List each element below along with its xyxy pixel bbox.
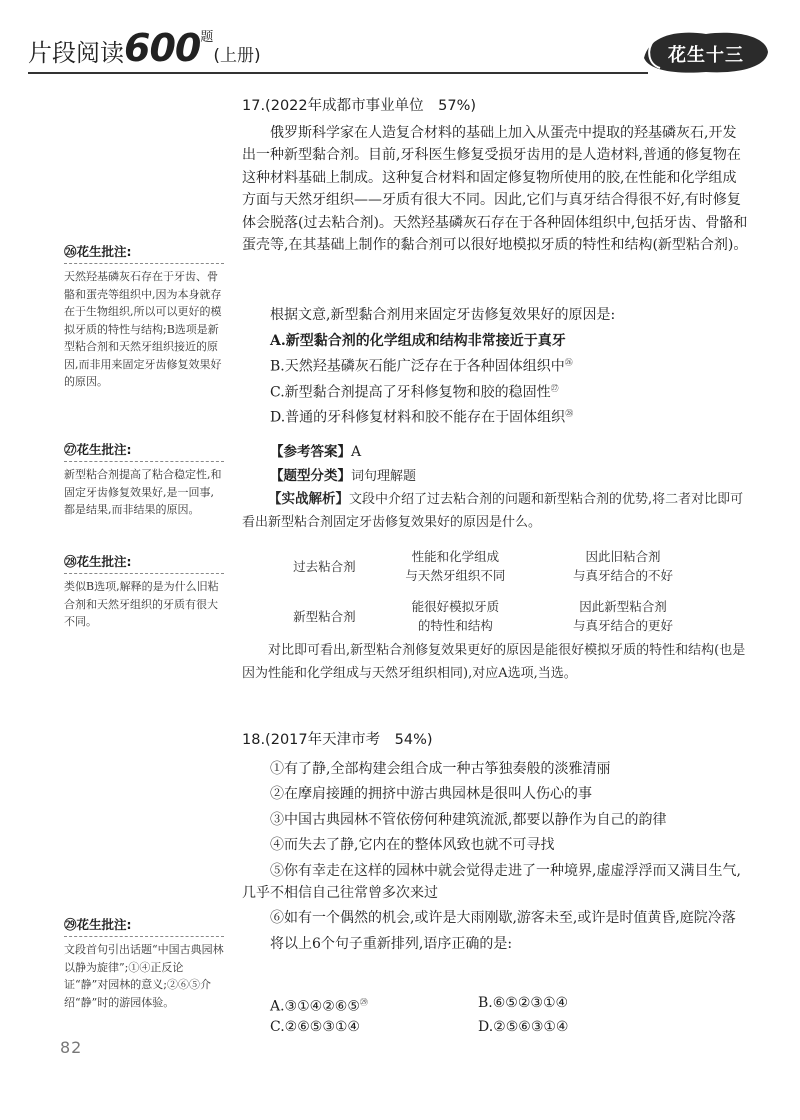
q18-heading: 18.(2017年天津市考 54%) (242, 732, 433, 748)
q18-sentences (242, 758, 748, 955)
side-note-title: ㉙花生批注: (64, 917, 132, 932)
side-note-body: 天然羟基磷灰石存在于牙齿、骨骼和蛋壳等组织中,因为本身就存在于生物组织,所以可以更好的模拟牙质的特性与结构;B选项是新型粘合剂和天然牙组织接近的原因,而非用来固定牙齿修复效果好的原因。 (64, 270, 222, 388)
compare-name: 过去粘合剂 (293, 558, 356, 574)
sentence-item: ④而失去了静,它内在的整体风致也就不可寻找 (270, 837, 555, 854)
sentence-item: ②在摩肩接踵的拥挤中游古典园林是很叫人伤心的事 (270, 786, 592, 803)
side-note-divider (64, 573, 224, 574)
compare-result (534, 544, 712, 588)
option-text: A.③①④②⑥⑤ (270, 998, 360, 1015)
q17-option-d[interactable] (270, 403, 740, 429)
q17-analysis (242, 488, 748, 534)
compare-feature-line: 能很好模拟牙质 (411, 599, 500, 614)
note-ref-mark: ㉙ (359, 998, 368, 1007)
sentence-item: ⑥如有一个偶然的机会,或许是大雨刚歇,游客未至,或许是时值黄昏,庭院冷落 (270, 910, 736, 927)
compare-result-line: 因此旧粘合剂 (585, 549, 661, 564)
side-note-body: 新型粘合剂提高了粘合稳定性,和固定牙齿修复效果好,是一回事,都是结果,而非结果的原因。 (64, 468, 222, 516)
side-note-title: ㉖花生批注: (64, 244, 132, 259)
q18-option-c[interactable] (270, 1016, 360, 1038)
option-text: B.天然羟基磷灰石能广泛存在于各种固体组织中 (270, 358, 565, 375)
brand-name: 花生十三 (668, 45, 744, 66)
side-note-title: ㉘花生批注: (64, 554, 132, 569)
note-ref-mark: ㉖ (564, 358, 573, 367)
compare-name: 新型粘合剂 (293, 608, 356, 624)
book-title-suffix: (上册) (213, 46, 261, 66)
q17-passage: 俄罗斯科学家在人造复合材料的基础上加入从蛋壳中提取的羟基磷灰石,开发出一种新型黏合剂。目前,牙科医生修复受损牙齿用的是人造材料,普通的修复物在这种材料基础上制成。这种复合材料和固定修复物所使用的胶,在性能和化学组成方面与天然牙组织——牙质有很大不同。因此,它们与真牙结合得很不好,有时修复体会脱落(过去粘合剂)。天然羟基磷灰石存在于各种固体组织中,包括牙齿、骨骼和蛋壳等,在其基础上制作的黏合剂可以很好地模拟牙质的特性和结构(新型粘合剂)。 (242, 125, 748, 254)
compare-result-line: 与真牙结合的不好 (572, 568, 673, 583)
q17-option-a[interactable] (270, 330, 740, 352)
header-rule (28, 72, 648, 74)
page-number: 82 (60, 1038, 83, 1057)
book-title-number: 600 (124, 26, 201, 70)
option-text: A.新型黏合剂的化学组成和结构非常接近于真牙 (270, 333, 566, 349)
side-note-29 (64, 915, 224, 1011)
side-note-divider (64, 263, 224, 264)
option-text: C.新型黏合剂提高了牙科修复物和胶的稳固性 (270, 384, 551, 401)
compare-result (534, 588, 712, 644)
analysis-label: 【实战解析】 (268, 491, 349, 507)
option-text: B.⑥⑤②③①④ (478, 995, 569, 1011)
type-label: 【题型分类】 (270, 468, 351, 484)
compare-feature (377, 588, 534, 644)
note-ref-mark: ㉘ (565, 409, 574, 419)
q17-options (270, 330, 740, 429)
book-title-prefix: 片段阅读 (28, 39, 124, 67)
side-note-divider (64, 936, 224, 937)
q17-type (270, 464, 416, 489)
compare-feature-line: 的特性和结构 (417, 618, 493, 633)
q17-option-b[interactable] (270, 352, 740, 378)
side-note-26 (64, 242, 224, 391)
book-title (28, 26, 261, 70)
compare-feature-line: 性能和化学组成 (411, 549, 500, 564)
analysis-text: 文段中介绍了过去粘合剂的问题和新型粘合剂的优势,将二者对比即可看出新型粘合剂固定牙齿修复效果好的原因是什么。 (242, 492, 744, 530)
type-value: 词句理解题 (351, 469, 417, 484)
q18-option-d[interactable] (478, 1016, 568, 1038)
sentence-item: ⑤你有幸走在这样的园林中就会觉得走进了一种境界,虚虚浮浮而又满目生气,几乎不相信自己往常曾多次来过 (242, 862, 741, 902)
table-row (272, 544, 712, 588)
q18-option-b[interactable] (478, 992, 568, 1014)
q18-prompt: 将以上6个句子重新排列,语序正确的是: (270, 935, 513, 952)
note-ref-mark: ㉗ (550, 383, 559, 393)
side-note-28 (64, 552, 224, 631)
compare-feature-line: 与天然牙组织不同 (405, 568, 506, 583)
compare-result-line: 与真牙结合的更好 (572, 618, 673, 633)
sentence-item: ①有了静,全部构建会组合成一种古筝独奏般的淡雅清丽 (270, 761, 611, 777)
side-note-title: ㉗花生批注: (64, 442, 132, 457)
option-text: C.②⑥⑤③①④ (270, 1019, 360, 1035)
sentence-item: ③中国古典园林不管依傍何种建筑流派,都要以静作为自己的韵律 (270, 811, 667, 828)
table-row (272, 588, 712, 644)
side-note-body: 文段首句引出话题“中国古典园林以静为旋律”;①④正反论证“静”对园林的意义;②⑥⑤介绍“静”时的游园体验。 (64, 943, 224, 1009)
option-text: D.②⑤⑥③①④ (478, 1019, 569, 1035)
compare-result-line: 因此新型粘合剂 (579, 599, 667, 614)
q17-conclusion: 对比即可看出,新型粘合剂修复效果更好的原因是能很好模拟牙质的特性和结构(也是因为性能和化学组成与天然牙组织相同),对应A选项,当选。 (242, 643, 746, 681)
compare-feature (377, 544, 534, 588)
option-text: D.普通的牙科修复材料和胶不能存在于固体组织 (270, 409, 566, 426)
answer-label: 【参考答案】 (270, 444, 351, 460)
side-note-27 (64, 440, 224, 519)
q17-answer (270, 440, 361, 463)
q18-option-a[interactable] (270, 992, 368, 1018)
book-title-sup: 题 (200, 30, 214, 45)
side-note-divider (64, 461, 224, 462)
answer-value: A (351, 444, 362, 460)
q17-prompt: 根据文意,新型黏合剂用来固定牙齿修复效果好的原因是: (270, 307, 616, 323)
q17-option-c[interactable] (270, 378, 740, 404)
side-note-body: 类似B选项,解释的是为什么旧粘合剂和天然牙组织的牙质有很大不同。 (64, 580, 219, 628)
compare-table (272, 544, 712, 644)
q17-heading: 17.(2022年成都市事业单位 57%) (242, 98, 477, 114)
